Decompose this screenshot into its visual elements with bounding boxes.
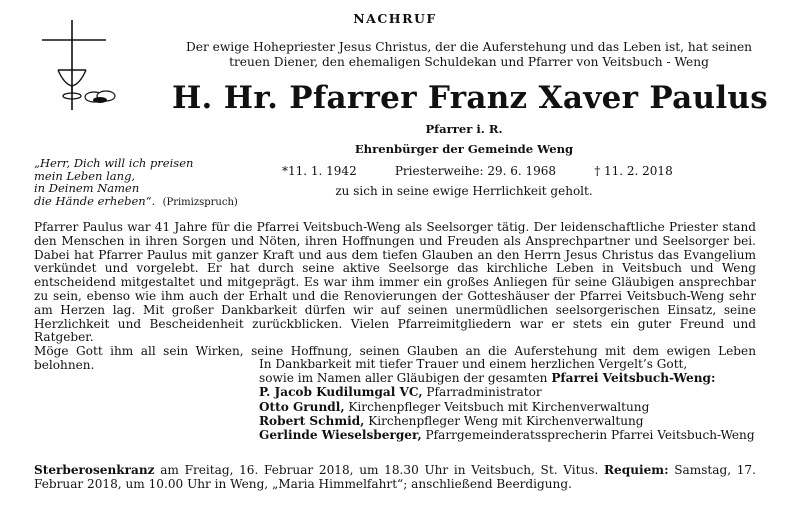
signer-role: Kirchenpfleger Veitsbuch mit Kirchenverwaltung [348,399,650,414]
signer-name: Otto Grundl, [259,399,345,414]
death-date: † 11. 2. 2018 [594,164,673,178]
cross-chalice-icon [42,20,132,112]
signer [259,414,759,428]
signers-block [259,357,759,442]
gratitude-prefix: sowie im Namen aller Gläubigen der gesamten [259,371,548,386]
rosary-details: am Freitag, 16. Februar 2018, um 18.30 Uhr in Veitsbuch, St. Vitus. [160,463,599,477]
gratitude-line: In Dankbarkeit mit tiefer Trauer und einem herzlichen Vergelt’s Gott, [259,357,688,371]
signer-name: P. Jacob Kudilumgal VC, [259,385,423,400]
signer [259,385,759,399]
gratitude-line [259,371,759,385]
signer-role: Kirchenpfleger Weng mit Kirchenverwaltung [368,413,644,428]
primiz-quote [34,157,254,209]
body-paragraph: Pfarrer Paulus war 41 Jahre für die Pfarrei Veitsbuch-Weng als Seelsorger tätig. Der leidenschaftliche Priester stand den Menschen in ihren Sorgen und Nöten, ihren Hoffnungen und Freuden als Ansprechpartner und Seelsorger bei. Dabei hat Pfarrer Paulus mit ganzer Kraft und aus dem tiefen Glauben an den Herrn Jesus Christus das Evangelium verkündet und vorgelebt. Er hat durch seine aktive Seelsorge das kirchliche Leben in Veitsbuch und Weng entscheidend mitgestaltet und mitgeprägt. Es war ihm immer ein großes Anliegen für seine Gläubigen ansprechbar zu sein, ebenso wie ihm auch der Erhalt und die Renovierungen der Gotteshäuser der Pfarrei Veitsbuch-Weng sehr am Herzen lag. Mit großer Dankbarkeit dürfen wir auf seinen unermüdlichen seelsorgerischen Einsatz, seine Herzlichkeit und Bescheidenheit zurückblicken. Vielen Pfarreimitgliedern war er stets ein guter Freund und Ratgeber. [34,220,756,345]
notice-heading: NACHRUF [353,11,437,26]
quote-line: mein Leben lang, [34,168,136,183]
honorary-title: Ehrenbürger der Gemeinde Weng [354,142,574,156]
rosary-label: Sterberosenkranz [34,463,155,477]
quote-line: in Deinem Namen [34,181,140,195]
body-paragraph: Möge Gott ihm all sein Wirken, seine Hoffnung, seinen Glauben an die Auferstehung mit dem ewigen Leben belohnen. [34,344,756,372]
funeral-info [34,463,756,491]
signer-role: Pfarrgemeinderatssprecherin Pfarrei Veitsbuch-Weng [425,428,755,443]
birth-date: *11. 1. 1942 [282,164,357,178]
signer-name: Gerlinde Wieselsberger, [259,428,422,443]
signer [259,400,759,414]
life-dates [282,164,673,178]
intro-text: Der ewige Hohepriester Jesus Christus, der die Auferstehung und das Leben ist, hat seinen treuen Diener, den ehemaligen Schuldekan und Pfarrer von Veitsbuch - Weng [185,40,753,69]
signer-name: Robert Schmid, [259,413,365,428]
signer-role: Pfarradministrator [426,385,542,400]
parish-name: Pfarrei Veitsbuch-Weng: [551,371,716,386]
quote-line-text: die Hände erheben“. [34,193,156,208]
requiem-details: Samstag, 17. Februar 2018, um 10.00 Uhr in Weng, „Maria Himmelfahrt“; anschließend Beerdigung. [34,463,756,491]
requiem-label: Requiem: [604,463,669,477]
deceased-name: H. Hr. Pfarrer Franz Xaver Paulus [171,80,769,116]
ordination-date: Priesterweihe: 29. 6. 1968 [394,164,557,178]
signer [259,428,759,442]
closing-line: zu sich in seine ewige Herrlichkeit geholt. [335,184,593,198]
deceased-title: Pfarrer i. R. [425,122,503,136]
quote-line: „Herr, Dich will ich preisen [34,156,194,170]
quote-source: (Primizspruch) [162,196,238,208]
quote-line-last [34,195,254,210]
obituary-body [34,221,756,373]
